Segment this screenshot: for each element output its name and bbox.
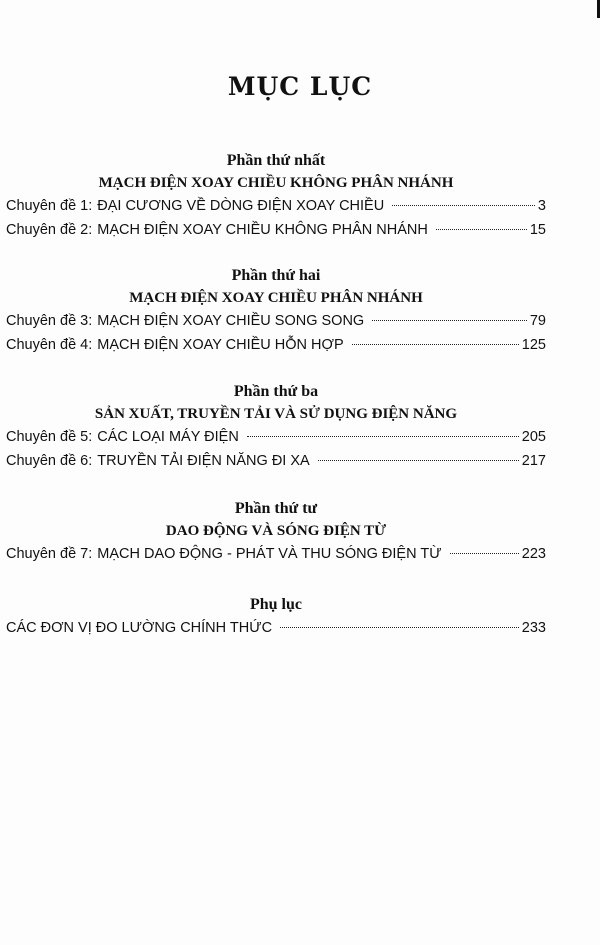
entry-prefix: Chuyên đề 7:	[6, 546, 93, 562]
toc-entry-appendix[interactable]	[6, 616, 546, 640]
toc-appendix	[6, 594, 546, 640]
entry-title: MẠCH ĐIỆN XOAY CHIỀU KHÔNG PHÂN NHÁNH	[97, 222, 428, 238]
part-heading: SẢN XUẤT, TRUYỀN TẢI VÀ SỬ DỤNG ĐIỆN NĂNG	[94, 406, 458, 422]
dot-leader	[450, 553, 519, 554]
toc-entry-chuyen-de-3[interactable]	[6, 309, 546, 333]
entry-page-number: 3	[537, 198, 546, 214]
toc-entry-chuyen-de-1[interactable]	[6, 194, 546, 218]
entry-prefix: Chuyên đề 6:	[6, 453, 93, 469]
toc-entry-chuyen-de-4[interactable]	[6, 333, 546, 357]
dot-leader	[392, 205, 535, 206]
toc-entry-chuyen-de-7[interactable]	[6, 542, 546, 566]
entry-page-number: 217	[521, 453, 546, 469]
part-heading: MẠCH ĐIỆN XOAY CHIỀU PHÂN NHÁNH	[129, 290, 423, 306]
toc-entry-chuyen-de-2[interactable]	[6, 218, 546, 242]
dot-leader	[372, 320, 527, 321]
dot-leader	[436, 229, 527, 230]
dot-leader	[247, 436, 519, 437]
entry-prefix: Chuyên đề 3:	[6, 313, 93, 329]
dot-leader	[280, 627, 519, 628]
entry-page-number: 125	[521, 337, 546, 353]
part-label: Phần thứ ba	[233, 383, 319, 400]
toc-part-3	[6, 381, 546, 473]
part-label: Phần thứ hai	[231, 267, 321, 284]
part-heading: MẠCH ĐIỆN XOAY CHIỀU KHÔNG PHÂN NHÁNH	[98, 175, 454, 191]
toc-entry-chuyen-de-5[interactable]	[6, 425, 546, 449]
toc-part-1	[6, 150, 546, 242]
entry-page-number: 233	[521, 620, 546, 636]
entry-title: MẠCH ĐIỆN XOAY CHIỀU SONG SONG	[97, 313, 365, 329]
entry-title: CÁC ĐƠN VỊ ĐO LƯỜNG CHÍNH THỨC	[6, 620, 273, 636]
entry-prefix: Chuyên đề 5:	[6, 429, 93, 445]
entry-page-number: 79	[529, 313, 546, 329]
part-label: Phần thứ nhất	[226, 152, 326, 169]
entry-title: CÁC LOẠI MÁY ĐIỆN	[97, 429, 239, 445]
page-title: MỤC LỤC	[227, 72, 373, 101]
entry-prefix: Chuyên đề 4:	[6, 337, 93, 353]
entry-page-number: 205	[521, 429, 546, 445]
entry-prefix: Chuyên đề 2:	[6, 222, 93, 238]
part-heading: DAO ĐỘNG VÀ SÓNG ĐIỆN TỪ	[165, 523, 387, 539]
toc-part-2	[6, 265, 546, 357]
entry-title: MẠCH ĐIỆN XOAY CHIỀU HỖN HỢP	[97, 337, 344, 353]
entry-page-number: 15	[529, 222, 546, 238]
appendix-label: Phụ lục	[249, 596, 302, 613]
dot-leader	[352, 344, 519, 345]
toc-entry-chuyen-de-6[interactable]	[6, 449, 546, 473]
toc-part-4	[6, 498, 546, 566]
entry-title: ĐẠI CƯƠNG VỀ DÒNG ĐIỆN XOAY CHIỀU	[97, 198, 385, 214]
entry-title: TRUYỀN TẢI ĐIỆN NĂNG ĐI XA	[97, 453, 310, 469]
dot-leader	[318, 460, 519, 461]
entry-title: MẠCH DAO ĐỘNG - PHÁT VÀ THU SÓNG ĐIỆN TỪ	[97, 546, 442, 562]
entry-page-number: 223	[521, 546, 546, 562]
entry-prefix: Chuyên đề 1:	[6, 198, 93, 214]
part-label: Phần thứ tư	[234, 500, 318, 517]
